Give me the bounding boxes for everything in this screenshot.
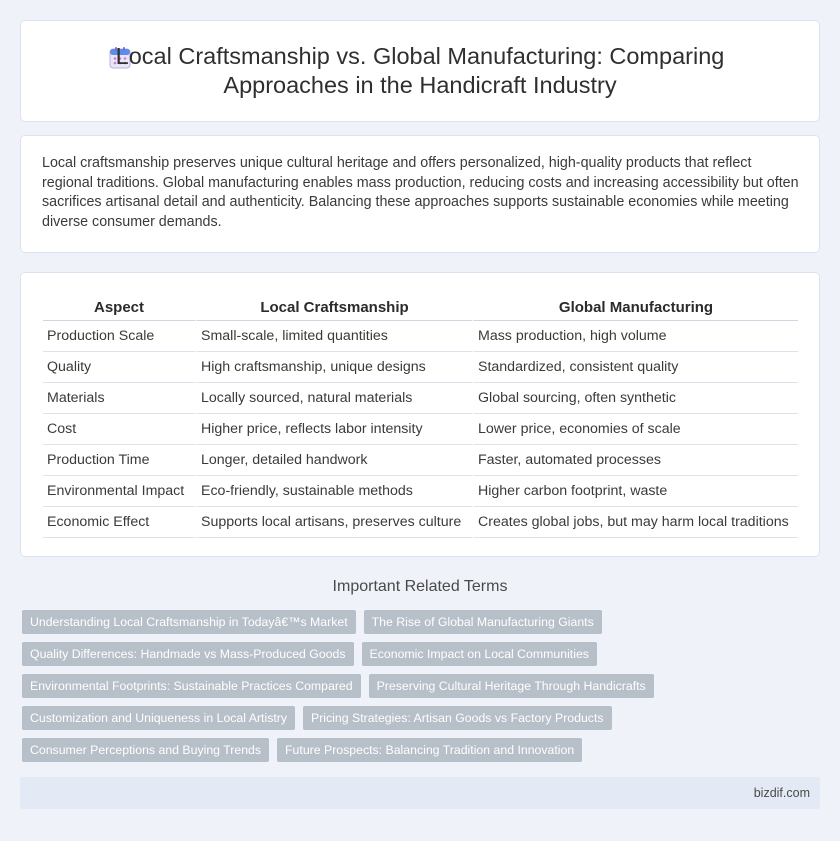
table-cell: Global sourcing, often synthetic [472,383,798,414]
table-row [43,321,798,352]
intro-card [20,135,820,253]
table-cell: Small-scale, limited quantities [195,321,472,352]
table-cell: Faster, automated processes [472,445,798,476]
table-cell: Supports local artisans, preserves culture [195,507,472,538]
related-term-link[interactable]: Quality Differences: Handmade vs Mass-Produced Goods [22,642,354,666]
title-card [20,20,820,122]
table-row [43,414,798,445]
site-name: bizdif.com [753,786,810,800]
table-cell: Locally sourced, natural materials [195,383,472,414]
table-cell: Creates global jobs, but may harm local traditions [472,507,798,538]
table-header-row [43,295,798,321]
related-term-link[interactable]: Future Prospects: Balancing Tradition and Innovation [277,738,582,762]
related-term-link[interactable]: The Rise of Global Manufacturing Giants [364,610,602,634]
related-terms-list [22,610,822,770]
column-header-local: Local Craftsmanship [195,295,472,321]
related-term-link[interactable]: Pricing Strategies: Artisan Goods vs Factory Products [303,706,612,730]
table-cell: Production Time [43,445,195,476]
table-cell: Production Scale [43,321,195,352]
table-row [43,383,798,414]
related-term-link[interactable]: Understanding Local Craftsmanship in Todayâ€™s Market [22,610,356,634]
table-row [43,445,798,476]
footer [20,777,820,809]
table-cell: Standardized, consistent quality [472,352,798,383]
related-term-link[interactable]: Consumer Perceptions and Buying Trends [22,738,269,762]
table-cell: High craftsmanship, unique designs [195,352,472,383]
table-row [43,352,798,383]
related-terms-heading: Important Related Terms [332,578,508,595]
table-cell: Lower price, economies of scale [472,414,798,445]
table-cell: Eco-friendly, sustainable methods [195,476,472,507]
related-term-link[interactable]: Economic Impact on Local Communities [362,642,597,666]
table-row [43,507,798,538]
table-cell: Higher carbon footprint, waste [472,476,798,507]
table-cell: Environmental Impact [43,476,195,507]
related-term-link[interactable]: Environmental Footprints: Sustainable Practices Compared [22,674,361,698]
comparison-table [43,295,798,538]
comparison-card [20,272,820,557]
column-header-aspect: Aspect [43,295,195,321]
table-cell: Cost [43,414,195,445]
column-header-global: Global Manufacturing [472,295,798,321]
related-term-link[interactable]: Preserving Cultural Heritage Through Handicrafts [369,674,654,698]
related-term-link[interactable]: Customization and Uniqueness in Local Artistry [22,706,295,730]
table-cell: Economic Effect [43,507,195,538]
table-cell: Higher price, reflects labor intensity [195,414,472,445]
table-cell: Materials [43,383,195,414]
table-cell: Quality [43,352,195,383]
table-row [43,476,798,507]
intro-paragraph: Local craftsmanship preserves unique cultural heritage and offers personalized, high-quality products that reflect regional traditions. Global manufacturing enables mass production, reducing costs and increasing accessibility but often sacrifices artisanal detail and authenticity. Balancing these approaches supports sustainable economies while meeting diverse consumer demands. [42,155,799,230]
table-cell: Mass production, high volume [472,321,798,352]
page-title: Local Craftsmanship vs. Global Manufacturing: Comparing Approaches in the Handicraft Industry [115,43,725,98]
table-cell: Longer, detailed handwork [195,445,472,476]
